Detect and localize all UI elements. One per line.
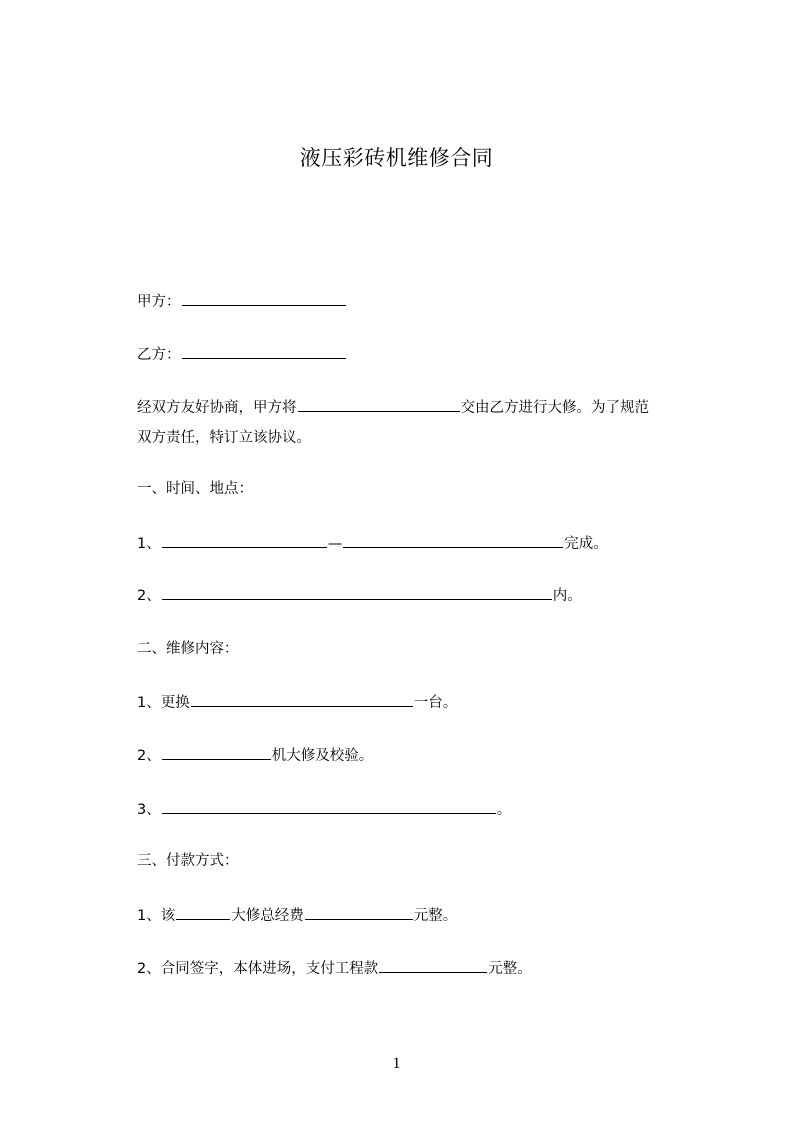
- amount-blank: [305, 905, 413, 920]
- start-blank: [162, 533, 327, 548]
- party-b-blank: [182, 344, 346, 359]
- intro-blank: [298, 397, 460, 412]
- part-blank: [191, 692, 413, 707]
- intro-text-2: 交由乙方进行大修。为了规范: [460, 400, 649, 416]
- item-suffix: 一台。: [413, 695, 458, 711]
- item-blank: [176, 905, 230, 920]
- intro-text-3: 双方责任，特订立该协议。: [137, 430, 311, 446]
- document-title: 液压彩砖机维修合同: [299, 146, 494, 170]
- item-suffix: 机大修及校验。: [271, 748, 374, 764]
- item-prefix: 1、该: [137, 908, 176, 924]
- section3-item2: [137, 958, 532, 979]
- dash: —: [327, 536, 343, 552]
- party-a-blank: [182, 291, 346, 306]
- item-suffix: 元整。: [413, 908, 458, 924]
- item-prefix: 1、: [137, 536, 161, 552]
- item-suffix: 元整。: [488, 961, 532, 977]
- content-blank: [162, 799, 496, 814]
- section1-heading: 一、时间、地点：: [137, 481, 253, 497]
- item-prefix: 2、合同签字，本体进场，支付工程款: [137, 961, 379, 977]
- section1-item2: [137, 585, 582, 606]
- party-a-line: [137, 291, 347, 312]
- party-b-line: [137, 344, 347, 365]
- section3-heading: 三、付款方式：: [137, 853, 239, 869]
- intro-paragraph: [137, 393, 697, 453]
- item-suffix: 。: [496, 802, 512, 818]
- item-suffix: 内。: [552, 588, 582, 604]
- party-b-label: 乙方：: [137, 347, 181, 363]
- section2-item3: [137, 799, 511, 820]
- item-prefix: 1、更换: [137, 695, 190, 711]
- section3-item1: [137, 905, 457, 926]
- section2-heading: 二、维修内容：: [137, 641, 239, 657]
- payment-blank: [379, 958, 487, 973]
- section1-item1: [137, 533, 608, 554]
- item-middle: 大修总经费: [231, 908, 304, 924]
- page-number: 1: [392, 1055, 401, 1072]
- location-blank: [162, 585, 552, 600]
- section2-item2: [137, 745, 373, 766]
- section2-item1: [137, 692, 457, 713]
- end-blank: [343, 533, 563, 548]
- machine-blank: [162, 745, 271, 760]
- intro-text-1: 经双方友好协商，甲方将: [137, 400, 297, 416]
- item-prefix: 3、: [137, 802, 161, 818]
- item-prefix: 2、: [137, 748, 161, 764]
- party-a-label: 甲方：: [137, 294, 181, 310]
- item-suffix: 完成。: [564, 536, 608, 552]
- item-prefix: 2、: [137, 588, 161, 604]
